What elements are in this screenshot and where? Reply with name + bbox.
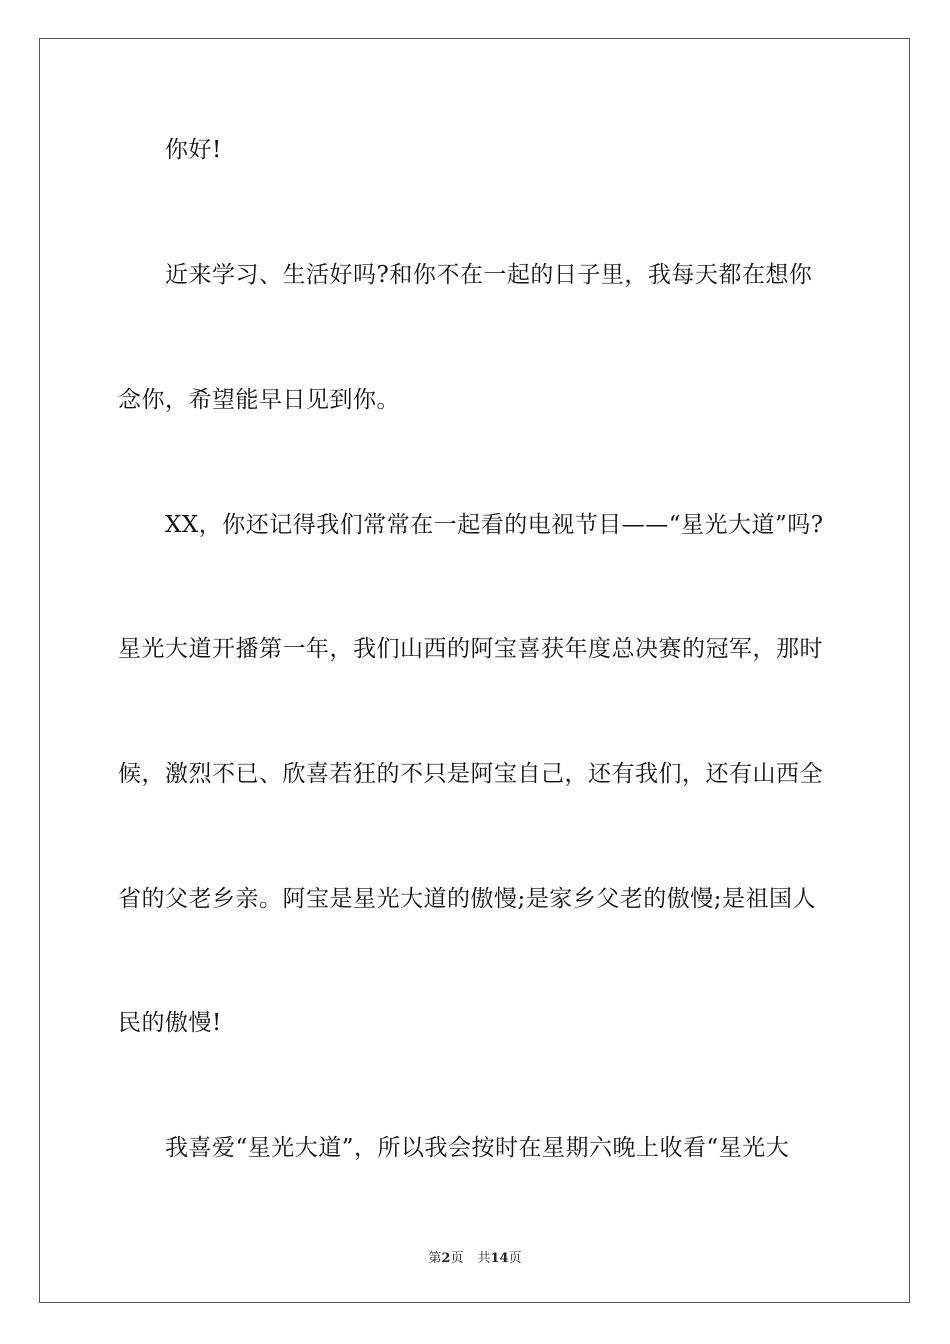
text-line: 你好! — [165, 137, 222, 163]
text-line: XX，你还记得我们常常在一起看的电视节目——“星光大道”吗? — [165, 512, 824, 538]
total-prefix: 共 — [477, 1251, 491, 1266]
total-suffix: 页 — [508, 1251, 522, 1266]
text-line: 星光大道开播第一年，我们山西的阿宝喜获年度总决赛的冠军，那时 — [118, 636, 823, 662]
total-page-number: 14 — [490, 1251, 509, 1266]
page-suffix: 页 — [450, 1251, 464, 1266]
page-prefix: 第 — [428, 1251, 442, 1266]
page-footer — [0, 1247, 950, 1266]
text-line: 近来学习、生活好吗?和你不在一起的日子里，我每天都在想你 — [165, 262, 813, 288]
current-page-number: 2 — [441, 1251, 451, 1266]
text-line: 念你，希望能早日见到你。 — [118, 387, 400, 413]
text-line: 民的傲慢! — [118, 1010, 222, 1036]
text-line: 省的父老乡亲。阿宝是星光大道的傲慢;是家乡父老的傲慢;是祖国人 — [118, 886, 816, 912]
text-line: 我喜爱“星光大道”，所以我会按时在星期六晚上收看“星光大 — [165, 1135, 790, 1161]
text-line: 候，激烈不已、欣喜若狂的不只是阿宝自己，还有我们，还有山西全 — [118, 761, 823, 787]
page-border — [39, 38, 910, 1303]
